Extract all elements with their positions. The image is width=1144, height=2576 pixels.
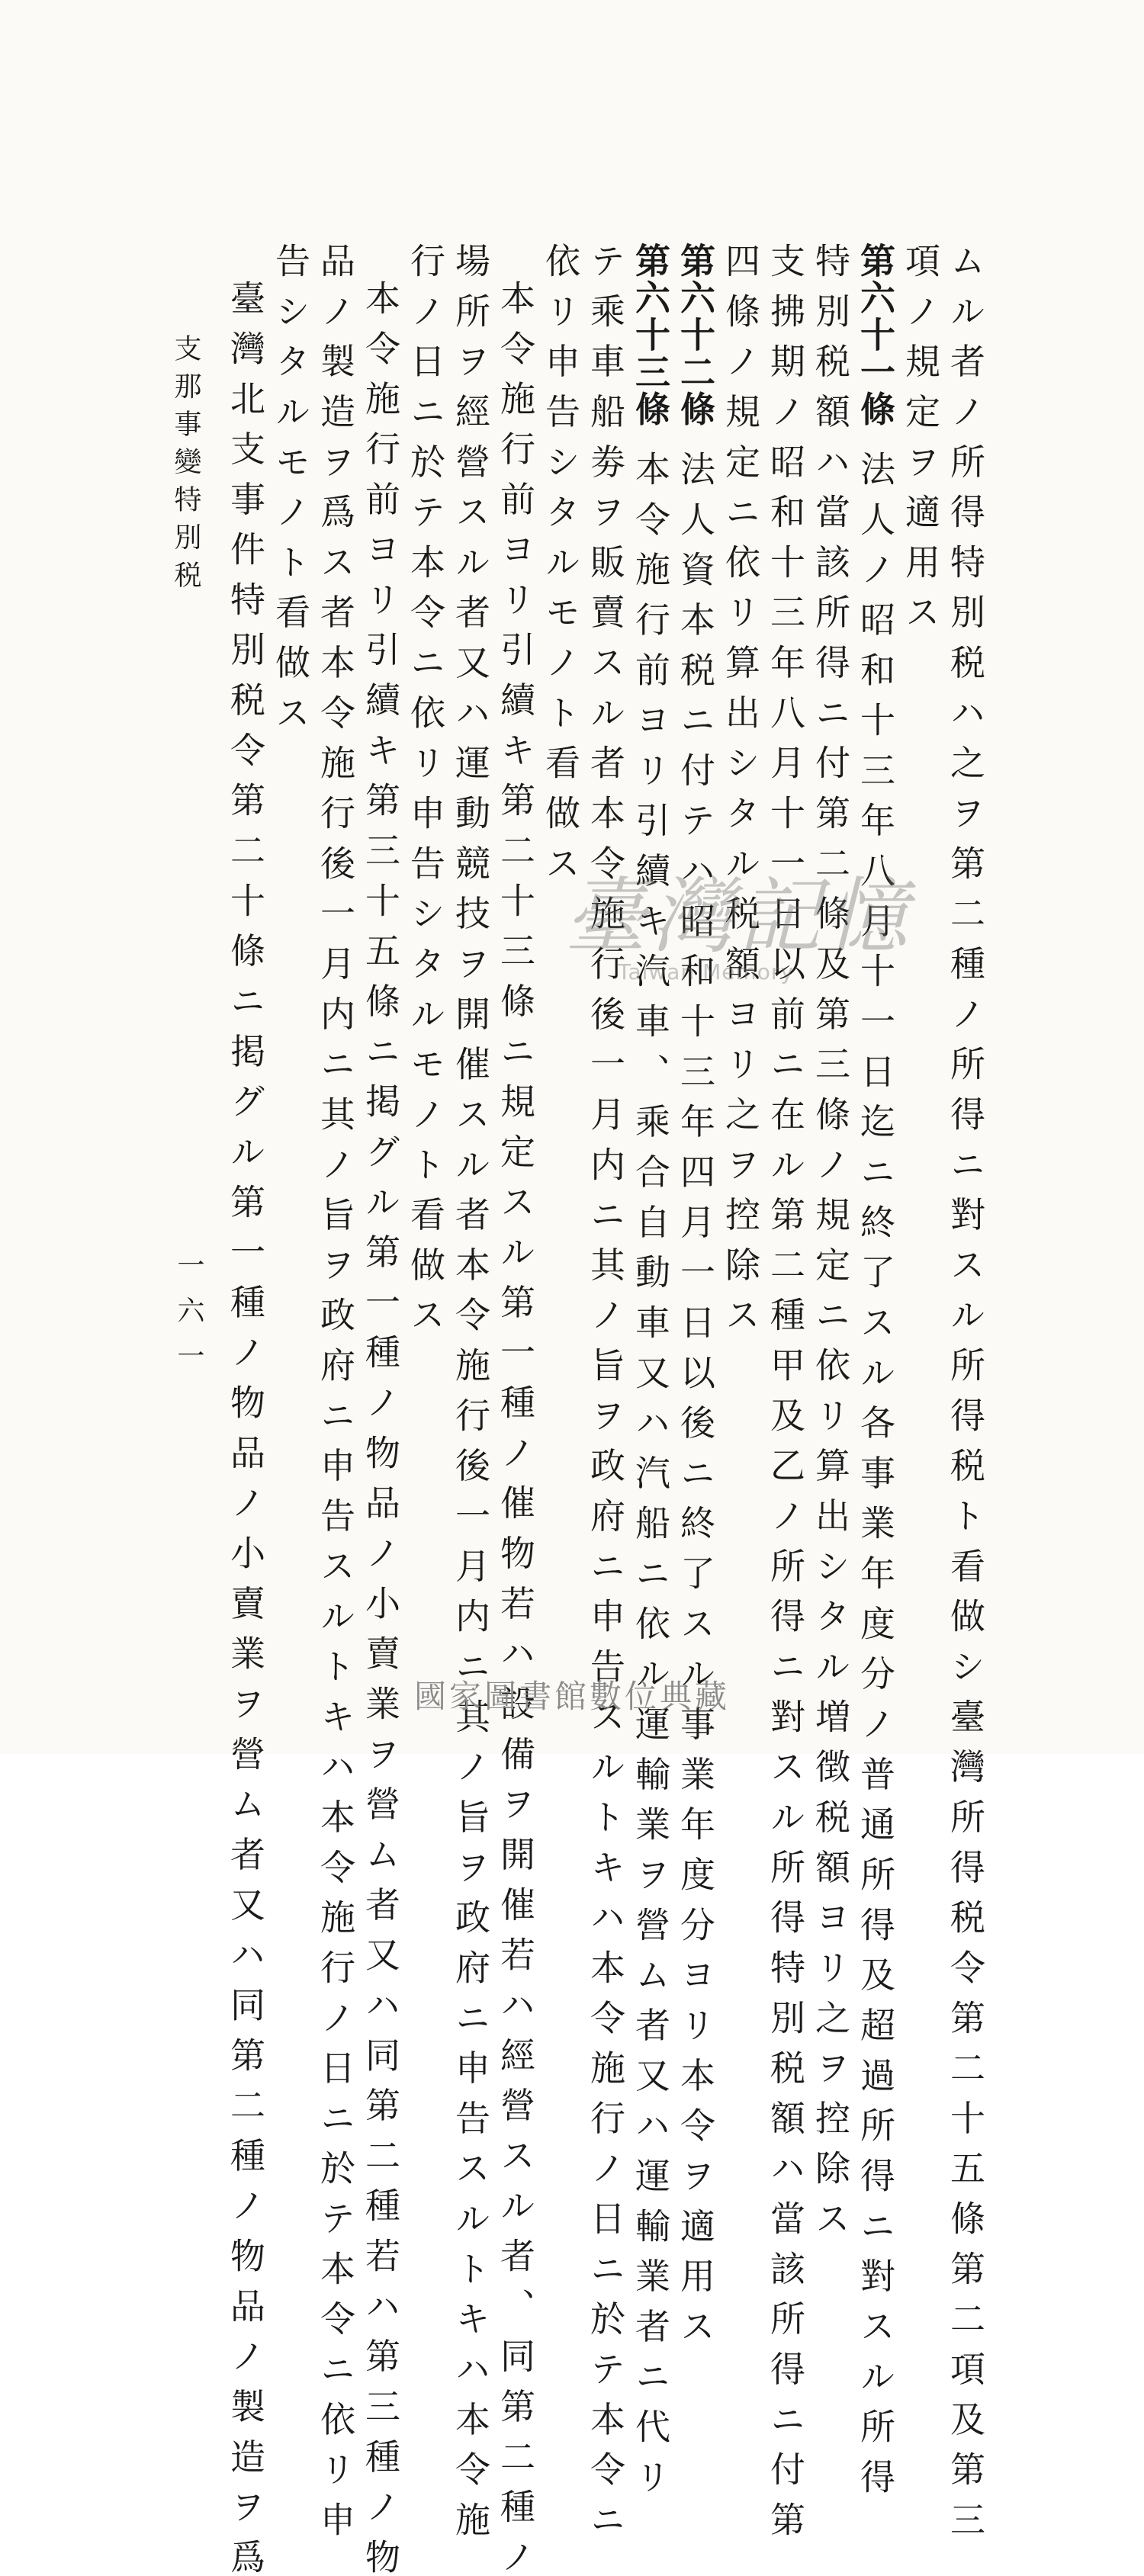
text-line xyxy=(268,243,313,1585)
line-text: ム ル 者 ノ 所 得 特 別 税 ハ 之 ヲ 第 二 種 ノ 所 得 ニ 對 ス ル 所 得 税 ト 看 做 シ 臺 灣 所 得 税 令 第 二 十 五 條 第 二 項 及 第 三 xyxy=(945,243,986,2539)
article-63-line xyxy=(628,243,673,2496)
line-text: 四 條 ノ 規 定 ニ 依 リ 算 出 シ タ ル 税 額 ヨ リ 之 ヲ 控 除 ス xyxy=(720,243,761,1334)
text-line xyxy=(718,243,763,1585)
article-heading: 第六十二條 xyxy=(675,243,716,428)
paragraph-start-line xyxy=(493,243,538,2576)
line-text: 項 ノ 規 定 ヲ 適 用 ス xyxy=(900,243,941,631)
text-line xyxy=(808,243,853,2237)
line-text: 臺 灣 北 支 事 件 特 別 税 令 第 二 十 條 ニ 掲 グ ル 第 一 種 ノ 物 品 ノ 小 賣 業 ヲ 營 ム 者 又 ハ 同 第 二 種 ノ 物 品 ノ 製 造 ヲ 爲 xyxy=(225,280,266,2576)
library-credit: 國家圖書館數位典藏 xyxy=(413,1678,730,1715)
article-61-line xyxy=(853,243,898,2496)
text-line xyxy=(898,243,943,1585)
line-text: 行 ノ 日 ニ 於 テ 本 令 ニ 依 リ 申 告 シ タ ル モ ノ ト 看 做 ス xyxy=(405,243,446,1334)
watermark-logo-text: 臺灣記憶 xyxy=(564,869,913,965)
text-line xyxy=(763,243,808,2539)
text-line xyxy=(583,243,628,2539)
line-text: 法 人 ノ 昭 和 十 三 年 八 月 十 一 日 迄 ニ 終 了 ス ル 各 事 業 年 度 分 ノ 普 通 所 得 及 超 過 所 得 ニ 對 ス ル 所 得 xyxy=(855,451,896,2496)
line-text: 本 令 施 行 前 ヨ リ 引 續 キ 汽 車 、 乘 合 自 動 車 又 ハ 汽 船 ニ 依 ル 運 輸 業 ヲ 營 ム 者 又 ハ 運 輸 業 者 ニ 代 リ xyxy=(630,451,671,2496)
line-text: 本 令 施 行 前 ヨ リ 引 續 キ 第 二 十 三 條 ニ 規 定 ス ル 第 一 種 ノ 催 物 若 ハ 設 備 ヲ 開 催 若 ハ 經 營 ス ル 者 、 同 第 二 種 ノ xyxy=(495,280,536,2576)
text-line xyxy=(448,243,493,2539)
article-heading: 第六十三條 xyxy=(630,243,671,428)
text-line xyxy=(538,243,583,1585)
text-line xyxy=(313,243,358,2539)
line-text: 場 所 ヲ 經 營 ス ル 者 又 ハ 運 動 競 技 ヲ 開 催 ス ル 者 本 令 施 行 後 一 月 内 ニ 其 ノ 旨 ヲ 政 府 ニ 申 告 ス ル ト キ ハ 本 令 施 xyxy=(450,243,491,2539)
line-text: 法 人 資 本 税 ニ 付 テ ハ 昭 和 十 三 年 四 月 一 日 以 後 ニ 終 了 ス ル 事 業 年 度 分 ヨ リ 本 令 ヲ 適 用 ス xyxy=(675,451,716,2346)
line-text: 支 拂 期 ノ 昭 和 十 三 年 八 月 十 一 日 以 前 ニ 在 ル 第 二 種 甲 及 乙 ノ 所 得 ニ 對 ス ル 所 得 特 別 税 額 ハ 當 該 所 得 ニ 付 第 xyxy=(765,243,806,2539)
page-number: 一 六 一 xyxy=(173,1251,204,1373)
article-62-line xyxy=(673,243,718,2346)
paragraph-start-line xyxy=(223,243,268,2576)
text-line xyxy=(403,243,448,1585)
paragraph-start-line xyxy=(358,243,403,2576)
line-text: 本 令 施 行 前 ヨ リ 引 續 キ 第 三 十 五 條 ニ 掲 グ ル 第 一 種 ノ 物 品 ノ 小 賣 業 ヲ 營 ム 者 又 ハ 同 第 二 種 若 ハ 第 三 種 ノ 物 xyxy=(360,280,401,2576)
running-header-title: 支 那 事 變 特 別 税 xyxy=(170,334,201,589)
line-text: 特 別 税 額 ハ 當 該 所 得 ニ 付 第 二 條 及 第 三 條 ノ 規 定 ニ 依 リ 算 出 シ タ ル 増 徴 税 額 ヨ リ 之 ヲ 控 除 ス xyxy=(810,243,851,2237)
line-text: 依 リ 申 告 シ タ ル モ ノ ト 看 做 ス xyxy=(540,243,581,882)
article-heading: 第六十一條 xyxy=(855,243,896,428)
watermark-subtitle: Taiwan Memory xyxy=(618,959,794,984)
line-text: テ 乘 車 船 劵 ヲ 販 賣 ス ル 者 本 令 施 行 後 一 月 内 ニ 其 ノ 旨 ヲ 政 府 ニ 申 告 ス ル ト キ ハ 本 令 施 行 ノ 日 ニ 於 テ 本 令 ニ xyxy=(585,243,626,2539)
text-line xyxy=(943,243,988,2539)
line-text: 品 ノ 製 造 ヲ 爲 ス 者 本 令 施 行 後 一 月 内 ニ 其 ノ 旨 ヲ 政 府 ニ 申 告 ス ル ト キ ハ 本 令 施 行 ノ 日 ニ 於 テ 本 令 ニ 依 リ 申 xyxy=(315,243,356,2539)
line-text: 告 シ タ ル モ ノ ト 看 做 ス xyxy=(270,243,311,731)
